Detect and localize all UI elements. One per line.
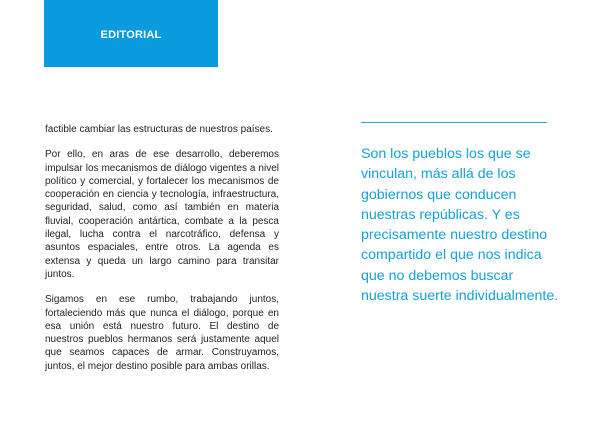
pullquote: Son los pueblos los que se vinculan, más allá de los gobiernos que conducen nuestras repúblicas. Y es precisamente nuestro destino compartido el que nos indica que no debemos buscar nuestra suerte individualmente.	[361, 146, 559, 305]
body-paragraph-2: Por ello, en aras de ese desarrollo, deberemos impulsar los mecanismos de diálogo vigentes a nivel político y comercial, y fortalecer los mecanismos de cooperación en ciencia y tecnología, infraestructura, seguridad, salud, como así también en materia fluvial, cooperación antártica, combate a la pesca ilegal, lucha contra el narcotráfico, defensa y asuntos espaciales, entre otros. La agenda es extensa y queda un largo camino para transitar juntos.	[45, 149, 279, 280]
body-paragraph-1: factible cambiar las estructuras de nuestros países.	[45, 124, 273, 135]
section-label: EDITORIAL	[100, 28, 162, 41]
section-banner	[44, 0, 218, 67]
body-paragraph-3: Sigamos en ese rumbo, trabajando juntos, fortaleciendo más que nunca el diálogo, porque en esa unión está nuestro futuro. El destino de nuestros pueblos hermanos será justamente aquel que seamos capaces de armar. Construyamos, juntos, el mejor destino posible para ambas orillas.	[45, 294, 279, 372]
pullquote-divider	[361, 122, 547, 123]
body-text-column	[45, 123, 279, 385]
